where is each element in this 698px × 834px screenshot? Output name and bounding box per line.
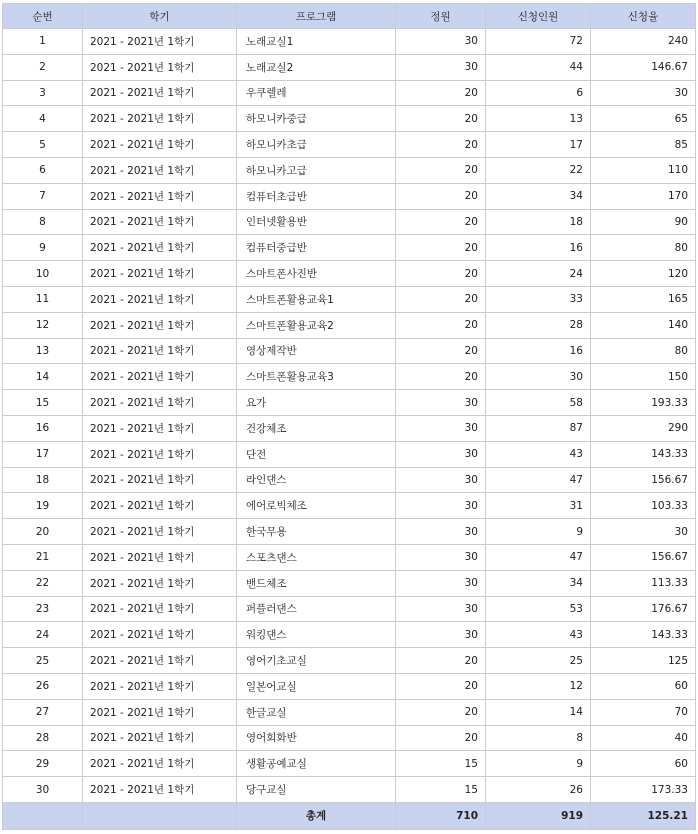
table-row [3, 622, 696, 648]
cell-applicants: 87 [486, 415, 591, 441]
cell-no: 4 [3, 106, 83, 132]
cell-term: 2021 - 2021년 1학기 [83, 519, 237, 545]
cell-rate: 150 [591, 364, 696, 390]
table-row [3, 570, 696, 596]
cell-rate: 120 [591, 261, 696, 287]
cell-applicants: 47 [486, 544, 591, 570]
cell-term: 2021 - 2021년 1학기 [83, 106, 237, 132]
header-program: 프로그램 [237, 4, 396, 29]
cell-capacity: 20 [396, 673, 486, 699]
cell-applicants: 34 [486, 183, 591, 209]
cell-no: 12 [3, 312, 83, 338]
cell-term: 2021 - 2021년 1학기 [83, 725, 237, 751]
cell-term: 2021 - 2021년 1학기 [83, 80, 237, 106]
program-application-table-container [2, 3, 695, 830]
cell-no: 19 [3, 493, 83, 519]
cell-no: 3 [3, 80, 83, 106]
cell-no: 13 [3, 338, 83, 364]
cell-applicants: 9 [486, 519, 591, 545]
cell-rate: 170 [591, 183, 696, 209]
cell-term: 2021 - 2021년 1학기 [83, 441, 237, 467]
cell-capacity: 30 [396, 570, 486, 596]
total-label: 총계 [237, 802, 396, 829]
cell-capacity: 15 [396, 777, 486, 803]
cell-rate: 80 [591, 235, 696, 261]
table-row [3, 132, 696, 158]
cell-program: 영상제작반 [237, 338, 396, 364]
total-applicants: 919 [486, 802, 591, 829]
program-application-table [2, 3, 696, 830]
cell-capacity: 30 [396, 622, 486, 648]
cell-term: 2021 - 2021년 1학기 [83, 364, 237, 390]
cell-program: 라인댄스 [237, 467, 396, 493]
cell-program: 에어로빅체조 [237, 493, 396, 519]
cell-term: 2021 - 2021년 1학기 [83, 699, 237, 725]
cell-capacity: 20 [396, 286, 486, 312]
table-row [3, 441, 696, 467]
cell-rate: 65 [591, 106, 696, 132]
cell-no: 20 [3, 519, 83, 545]
cell-rate: 125 [591, 648, 696, 674]
cell-rate: 113.33 [591, 570, 696, 596]
cell-no: 1 [3, 29, 83, 55]
cell-program: 건강체조 [237, 415, 396, 441]
cell-rate: 85 [591, 132, 696, 158]
cell-rate: 70 [591, 699, 696, 725]
cell-program: 요가 [237, 390, 396, 416]
table-row [3, 209, 696, 235]
cell-program: 밴드체조 [237, 570, 396, 596]
cell-capacity: 30 [396, 467, 486, 493]
table-row [3, 493, 696, 519]
header-term: 학기 [83, 4, 237, 29]
cell-no: 23 [3, 596, 83, 622]
header-applicants: 신청인원 [486, 4, 591, 29]
cell-rate: 60 [591, 673, 696, 699]
cell-program: 우쿠렐레 [237, 80, 396, 106]
cell-program: 스마트폰사진반 [237, 261, 396, 287]
cell-rate: 173.33 [591, 777, 696, 803]
cell-rate: 146.67 [591, 54, 696, 80]
cell-applicants: 31 [486, 493, 591, 519]
cell-term: 2021 - 2021년 1학기 [83, 751, 237, 777]
cell-capacity: 20 [396, 725, 486, 751]
header-row [3, 4, 696, 29]
cell-no: 9 [3, 235, 83, 261]
cell-no: 2 [3, 54, 83, 80]
cell-no: 7 [3, 183, 83, 209]
cell-term: 2021 - 2021년 1학기 [83, 286, 237, 312]
cell-program: 스마트폰활용교육3 [237, 364, 396, 390]
cell-applicants: 58 [486, 390, 591, 416]
cell-capacity: 20 [396, 364, 486, 390]
cell-program: 한글교실 [237, 699, 396, 725]
table-row [3, 235, 696, 261]
cell-capacity: 15 [396, 751, 486, 777]
cell-term: 2021 - 2021년 1학기 [83, 622, 237, 648]
table-row [3, 699, 696, 725]
cell-applicants: 28 [486, 312, 591, 338]
cell-no: 22 [3, 570, 83, 596]
cell-term: 2021 - 2021년 1학기 [83, 390, 237, 416]
table-row [3, 261, 696, 287]
cell-rate: 143.33 [591, 441, 696, 467]
cell-rate: 103.33 [591, 493, 696, 519]
cell-capacity: 20 [396, 648, 486, 674]
cell-rate: 90 [591, 209, 696, 235]
cell-rate: 110 [591, 157, 696, 183]
cell-program: 스마트폰활용교육1 [237, 286, 396, 312]
cell-no: 21 [3, 544, 83, 570]
cell-applicants: 43 [486, 622, 591, 648]
cell-applicants: 17 [486, 132, 591, 158]
cell-capacity: 30 [396, 29, 486, 55]
cell-program: 노래교실2 [237, 54, 396, 80]
cell-term: 2021 - 2021년 1학기 [83, 467, 237, 493]
table-row [3, 596, 696, 622]
cell-program: 영어회화반 [237, 725, 396, 751]
cell-applicants: 22 [486, 157, 591, 183]
cell-capacity: 20 [396, 338, 486, 364]
cell-rate: 193.33 [591, 390, 696, 416]
cell-applicants: 47 [486, 467, 591, 493]
header-rate: 신청율 [591, 4, 696, 29]
total-empty-no [3, 802, 83, 829]
cell-capacity: 30 [396, 519, 486, 545]
table-row [3, 415, 696, 441]
cell-no: 29 [3, 751, 83, 777]
cell-applicants: 24 [486, 261, 591, 287]
cell-applicants: 25 [486, 648, 591, 674]
table-row [3, 286, 696, 312]
cell-program: 생활공예교실 [237, 751, 396, 777]
cell-program: 스포츠댄스 [237, 544, 396, 570]
table-row [3, 725, 696, 751]
cell-rate: 290 [591, 415, 696, 441]
cell-applicants: 13 [486, 106, 591, 132]
cell-applicants: 8 [486, 725, 591, 751]
table-row [3, 777, 696, 803]
cell-no: 15 [3, 390, 83, 416]
cell-no: 30 [3, 777, 83, 803]
cell-rate: 80 [591, 338, 696, 364]
cell-rate: 30 [591, 80, 696, 106]
cell-capacity: 20 [396, 209, 486, 235]
cell-capacity: 20 [396, 312, 486, 338]
table-row [3, 390, 696, 416]
cell-rate: 176.67 [591, 596, 696, 622]
cell-term: 2021 - 2021년 1학기 [83, 570, 237, 596]
table-row [3, 54, 696, 80]
header-capacity: 정원 [396, 4, 486, 29]
cell-capacity: 30 [396, 493, 486, 519]
cell-no: 16 [3, 415, 83, 441]
table-body [3, 29, 696, 803]
cell-program: 인터넷활용반 [237, 209, 396, 235]
cell-no: 11 [3, 286, 83, 312]
table-row [3, 29, 696, 55]
cell-term: 2021 - 2021년 1학기 [83, 261, 237, 287]
table-footer [3, 802, 696, 829]
cell-capacity: 20 [396, 80, 486, 106]
cell-capacity: 30 [396, 54, 486, 80]
cell-capacity: 20 [396, 157, 486, 183]
cell-applicants: 44 [486, 54, 591, 80]
cell-applicants: 12 [486, 673, 591, 699]
cell-applicants: 43 [486, 441, 591, 467]
cell-term: 2021 - 2021년 1학기 [83, 596, 237, 622]
header-no: 순번 [3, 4, 83, 29]
total-rate: 125.21 [591, 802, 696, 829]
cell-program: 하모니카초급 [237, 132, 396, 158]
cell-rate: 140 [591, 312, 696, 338]
table-row [3, 364, 696, 390]
cell-program: 당구교실 [237, 777, 396, 803]
cell-term: 2021 - 2021년 1학기 [83, 157, 237, 183]
cell-no: 25 [3, 648, 83, 674]
cell-no: 5 [3, 132, 83, 158]
cell-applicants: 33 [486, 286, 591, 312]
cell-capacity: 20 [396, 132, 486, 158]
table-row [3, 673, 696, 699]
table-row [3, 519, 696, 545]
cell-applicants: 16 [486, 235, 591, 261]
table-row [3, 183, 696, 209]
cell-term: 2021 - 2021년 1학기 [83, 648, 237, 674]
cell-rate: 240 [591, 29, 696, 55]
cell-program: 노래교실1 [237, 29, 396, 55]
cell-program: 컴퓨터중급반 [237, 235, 396, 261]
table-row [3, 312, 696, 338]
cell-term: 2021 - 2021년 1학기 [83, 312, 237, 338]
cell-term: 2021 - 2021년 1학기 [83, 54, 237, 80]
cell-no: 14 [3, 364, 83, 390]
table-row [3, 648, 696, 674]
cell-program: 일본어교실 [237, 673, 396, 699]
cell-term: 2021 - 2021년 1학기 [83, 183, 237, 209]
cell-capacity: 30 [396, 596, 486, 622]
cell-program: 단전 [237, 441, 396, 467]
cell-program: 퍼플러댄스 [237, 596, 396, 622]
cell-program: 한국무용 [237, 519, 396, 545]
cell-applicants: 72 [486, 29, 591, 55]
cell-term: 2021 - 2021년 1학기 [83, 29, 237, 55]
cell-applicants: 26 [486, 777, 591, 803]
cell-capacity: 30 [396, 390, 486, 416]
cell-program: 컴퓨터초급반 [237, 183, 396, 209]
cell-no: 8 [3, 209, 83, 235]
cell-rate: 60 [591, 751, 696, 777]
cell-applicants: 53 [486, 596, 591, 622]
cell-capacity: 20 [396, 183, 486, 209]
cell-capacity: 20 [396, 235, 486, 261]
cell-term: 2021 - 2021년 1학기 [83, 132, 237, 158]
cell-capacity: 30 [396, 441, 486, 467]
table-row [3, 157, 696, 183]
cell-term: 2021 - 2021년 1학기 [83, 209, 237, 235]
cell-rate: 156.67 [591, 544, 696, 570]
cell-program: 영어기초교실 [237, 648, 396, 674]
cell-capacity: 30 [396, 415, 486, 441]
table-row [3, 467, 696, 493]
cell-rate: 40 [591, 725, 696, 751]
cell-term: 2021 - 2021년 1학기 [83, 673, 237, 699]
cell-capacity: 30 [396, 544, 486, 570]
cell-rate: 143.33 [591, 622, 696, 648]
cell-term: 2021 - 2021년 1학기 [83, 338, 237, 364]
total-empty-term [83, 802, 237, 829]
cell-capacity: 20 [396, 699, 486, 725]
cell-rate: 156.67 [591, 467, 696, 493]
table-row [3, 544, 696, 570]
table-row [3, 338, 696, 364]
cell-applicants: 6 [486, 80, 591, 106]
table-row [3, 80, 696, 106]
table-header [3, 4, 696, 29]
cell-rate: 30 [591, 519, 696, 545]
total-capacity: 710 [396, 802, 486, 829]
cell-applicants: 16 [486, 338, 591, 364]
cell-rate: 165 [591, 286, 696, 312]
cell-applicants: 34 [486, 570, 591, 596]
table-row [3, 106, 696, 132]
cell-no: 18 [3, 467, 83, 493]
cell-term: 2021 - 2021년 1학기 [83, 777, 237, 803]
cell-term: 2021 - 2021년 1학기 [83, 415, 237, 441]
cell-no: 28 [3, 725, 83, 751]
cell-no: 17 [3, 441, 83, 467]
cell-term: 2021 - 2021년 1학기 [83, 493, 237, 519]
cell-term: 2021 - 2021년 1학기 [83, 544, 237, 570]
cell-program: 스마트폰활용교육2 [237, 312, 396, 338]
cell-program: 하모니카고급 [237, 157, 396, 183]
table-row [3, 751, 696, 777]
cell-capacity: 20 [396, 261, 486, 287]
cell-no: 6 [3, 157, 83, 183]
cell-no: 26 [3, 673, 83, 699]
cell-no: 24 [3, 622, 83, 648]
cell-applicants: 9 [486, 751, 591, 777]
cell-capacity: 20 [396, 106, 486, 132]
cell-applicants: 18 [486, 209, 591, 235]
total-row [3, 802, 696, 829]
cell-applicants: 14 [486, 699, 591, 725]
cell-term: 2021 - 2021년 1학기 [83, 235, 237, 261]
cell-program: 하모니카중급 [237, 106, 396, 132]
cell-applicants: 30 [486, 364, 591, 390]
cell-no: 10 [3, 261, 83, 287]
cell-program: 워킹댄스 [237, 622, 396, 648]
cell-no: 27 [3, 699, 83, 725]
